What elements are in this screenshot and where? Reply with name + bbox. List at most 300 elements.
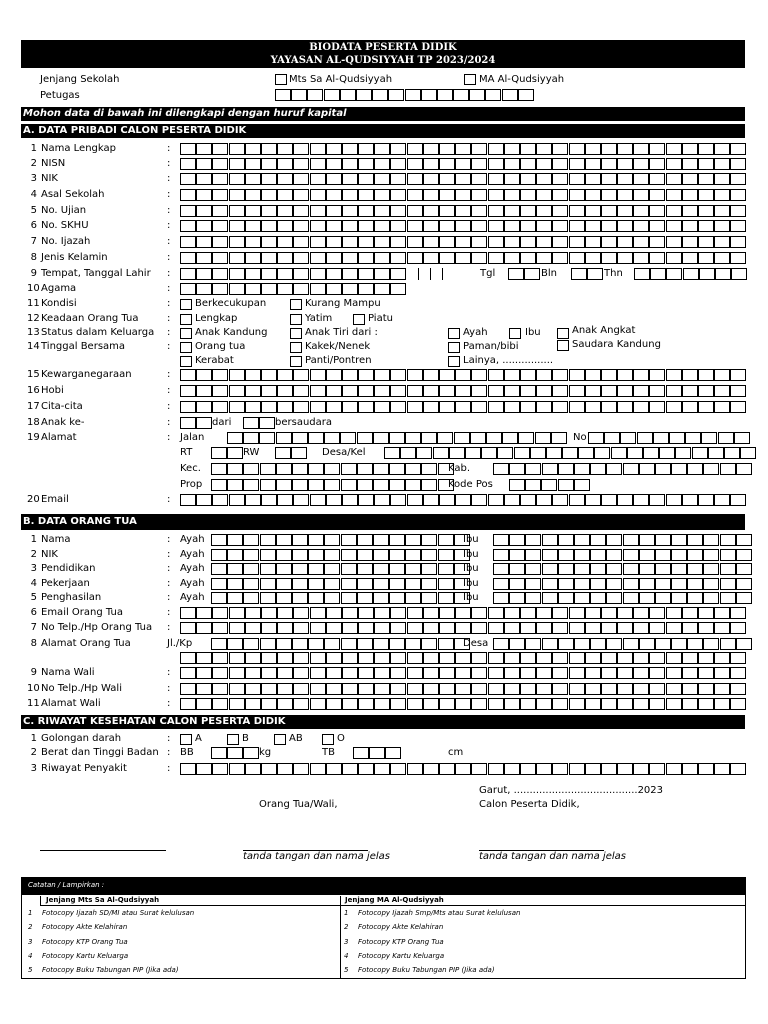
cell-box[interactable]	[455, 369, 471, 381]
cell-box[interactable]	[569, 143, 585, 155]
kab-cells[interactable]	[493, 463, 752, 475]
cell-box[interactable]	[731, 268, 747, 280]
cell-box[interactable]	[504, 220, 520, 232]
cell-box[interactable]	[455, 622, 471, 634]
cell-box[interactable]	[471, 385, 487, 397]
cell-box[interactable]	[293, 401, 309, 413]
cell-box[interactable]	[374, 667, 390, 679]
cell-box[interactable]	[730, 143, 746, 155]
cell-box[interactable]	[471, 369, 487, 381]
cell-box[interactable]	[666, 494, 682, 506]
cell-box[interactable]	[358, 607, 374, 619]
cell-box[interactable]	[423, 220, 439, 232]
rt-cells[interactable]	[211, 447, 243, 459]
cell-box[interactable]	[212, 763, 228, 775]
cell-box[interactable]	[633, 401, 649, 413]
cell-box[interactable]	[520, 385, 536, 397]
cell-box[interactable]	[617, 385, 633, 397]
cell-box[interactable]	[552, 698, 568, 710]
cell-box[interactable]	[180, 622, 196, 634]
cell-box[interactable]	[260, 592, 276, 604]
cell-box[interactable]	[277, 252, 293, 264]
cell-box[interactable]	[293, 369, 309, 381]
cell-box[interactable]	[277, 268, 293, 280]
cell-box[interactable]	[390, 205, 406, 217]
cell-box[interactable]	[617, 622, 633, 634]
cell-box[interactable]	[293, 205, 309, 217]
cell-box[interactable]	[488, 683, 504, 695]
cell-box[interactable]	[585, 763, 601, 775]
cell-box[interactable]	[229, 494, 245, 506]
cell-box[interactable]	[633, 698, 649, 710]
cell-box[interactable]	[569, 401, 585, 413]
cell-box[interactable]	[601, 652, 617, 664]
cell-box[interactable]	[701, 432, 717, 444]
cell-box[interactable]	[687, 534, 703, 546]
cell-box[interactable]	[633, 158, 649, 170]
cell-box[interactable]	[326, 268, 342, 280]
cell-box[interactable]	[293, 652, 309, 664]
cell-box[interactable]	[439, 143, 455, 155]
cell-box[interactable]	[718, 432, 734, 444]
cell-box[interactable]	[293, 173, 309, 185]
cell-box[interactable]	[536, 698, 552, 710]
cell-box[interactable]	[633, 369, 649, 381]
cell-box[interactable]	[310, 158, 326, 170]
cell-box[interactable]	[196, 369, 212, 381]
cell-box[interactable]	[655, 563, 671, 575]
cell-box[interactable]	[358, 698, 374, 710]
cell-box[interactable]	[682, 158, 698, 170]
cell-box[interactable]	[212, 236, 228, 248]
cell-box[interactable]	[552, 763, 568, 775]
cell-box[interactable]	[649, 385, 665, 397]
cell-box[interactable]	[326, 189, 342, 201]
cell-box[interactable]	[601, 158, 617, 170]
cell-box[interactable]	[326, 173, 342, 185]
cell-box[interactable]	[524, 268, 540, 280]
cell-box[interactable]	[682, 401, 698, 413]
cell-box[interactable]	[471, 220, 487, 232]
cell-box[interactable]	[390, 607, 406, 619]
cell-box[interactable]	[536, 143, 552, 155]
cell-box[interactable]	[649, 652, 665, 664]
cell-box[interactable]	[525, 578, 541, 590]
cell-box[interactable]	[574, 549, 590, 561]
cell-box[interactable]	[633, 236, 649, 248]
cell-box[interactable]	[569, 667, 585, 679]
cell-box[interactable]	[439, 494, 455, 506]
cell-box[interactable]	[714, 494, 730, 506]
cell-box[interactable]	[525, 463, 541, 475]
cell-box[interactable]	[358, 683, 374, 695]
cell-box[interactable]	[542, 563, 558, 575]
cell-box[interactable]	[310, 236, 326, 248]
cell-box[interactable]	[245, 369, 261, 381]
cell-box[interactable]	[714, 652, 730, 664]
cell-box[interactable]	[227, 638, 243, 650]
cell-box[interactable]	[714, 143, 730, 155]
cell-box[interactable]	[730, 698, 746, 710]
cell-box[interactable]	[276, 563, 292, 575]
cell-box[interactable]	[390, 220, 406, 232]
cell-box[interactable]	[536, 205, 552, 217]
cell-box[interactable]	[471, 173, 487, 185]
cell-box[interactable]	[698, 607, 714, 619]
cell-box[interactable]	[720, 592, 736, 604]
cell-box[interactable]	[261, 283, 277, 295]
cell-box[interactable]	[342, 158, 358, 170]
cell-box[interactable]	[617, 236, 633, 248]
cell-box[interactable]	[243, 479, 259, 491]
cell-box[interactable]	[259, 417, 275, 429]
cell-box[interactable]	[558, 463, 574, 475]
cell-box[interactable]	[699, 268, 715, 280]
cell-box[interactable]	[585, 401, 601, 413]
cell-box[interactable]	[574, 578, 590, 590]
cell-box[interactable]	[585, 143, 601, 155]
cell-box[interactable]	[471, 158, 487, 170]
cell-box[interactable]	[423, 158, 439, 170]
input-cells[interactable]	[180, 205, 746, 217]
cell-box[interactable]	[324, 578, 340, 590]
cell-box[interactable]	[277, 683, 293, 695]
cell-box[interactable]	[372, 89, 388, 101]
cell-box[interactable]	[504, 622, 520, 634]
cell-box[interactable]	[649, 143, 665, 155]
cell-box[interactable]	[438, 638, 454, 650]
cell-box[interactable]	[341, 463, 357, 475]
cell-box[interactable]	[504, 385, 520, 397]
input-cells[interactable]	[180, 173, 746, 185]
cell-box[interactable]	[439, 607, 455, 619]
cell-box[interactable]	[358, 667, 374, 679]
cell-box[interactable]	[245, 205, 261, 217]
cell-box[interactable]	[196, 283, 212, 295]
cell-box[interactable]	[633, 683, 649, 695]
cell-box[interactable]	[405, 534, 421, 546]
cell-box[interactable]	[502, 432, 518, 444]
checkbox-kakek-nenek[interactable]	[290, 342, 302, 353]
cell-box[interactable]	[212, 252, 228, 264]
checkbox-orang-tua[interactable]	[180, 342, 192, 353]
cell-box[interactable]	[585, 494, 601, 506]
cell-box[interactable]	[486, 432, 502, 444]
cell-box[interactable]	[293, 189, 309, 201]
cell-box[interactable]	[455, 143, 471, 155]
cell-box[interactable]	[692, 447, 708, 459]
cell-box[interactable]	[671, 463, 687, 475]
cell-box[interactable]	[623, 534, 639, 546]
cell-box[interactable]	[504, 205, 520, 217]
cell-box[interactable]	[261, 698, 277, 710]
cell-box[interactable]	[558, 563, 574, 575]
cell-box[interactable]	[502, 89, 518, 101]
cell-box[interactable]	[212, 283, 228, 295]
cell-box[interactable]	[687, 592, 703, 604]
cell-box[interactable]	[212, 652, 228, 664]
input-cells[interactable]	[180, 698, 746, 710]
cell-box[interactable]	[389, 463, 405, 475]
cell-box[interactable]	[212, 385, 228, 397]
cell-box[interactable]	[736, 534, 752, 546]
cell-box[interactable]	[455, 401, 471, 413]
cell-box[interactable]	[617, 652, 633, 664]
cell-box[interactable]	[730, 607, 746, 619]
input-cells[interactable]	[180, 667, 746, 679]
cell-box[interactable]	[687, 463, 703, 475]
cell-box[interactable]	[374, 236, 390, 248]
cell-box[interactable]	[245, 158, 261, 170]
cell-box[interactable]	[590, 534, 606, 546]
cell-box[interactable]	[308, 578, 324, 590]
cell-box[interactable]	[633, 252, 649, 264]
cell-box[interactable]	[698, 494, 714, 506]
cell-box[interactable]	[326, 494, 342, 506]
cell-box[interactable]	[601, 369, 617, 381]
cell-box[interactable]	[590, 549, 606, 561]
cell-box[interactable]	[423, 252, 439, 264]
cell-box[interactable]	[569, 158, 585, 170]
cell-box[interactable]	[212, 369, 228, 381]
cell-box[interactable]	[342, 283, 358, 295]
cell-box[interactable]	[530, 447, 546, 459]
input-cells[interactable]	[180, 158, 746, 170]
cell-box[interactable]	[292, 549, 308, 561]
cell-box[interactable]	[730, 763, 746, 775]
cell-box[interactable]	[407, 236, 423, 248]
input-cells[interactable]	[180, 252, 746, 264]
cell-box[interactable]	[585, 385, 601, 397]
cell-box[interactable]	[373, 592, 389, 604]
cell-box[interactable]	[423, 385, 439, 397]
cell-box[interactable]	[277, 189, 293, 201]
cell-box[interactable]	[552, 236, 568, 248]
cell-box[interactable]	[439, 385, 455, 397]
cell-box[interactable]	[488, 607, 504, 619]
cell-box[interactable]	[407, 401, 423, 413]
cell-box[interactable]	[666, 205, 682, 217]
cell-box[interactable]	[703, 638, 719, 650]
cell-box[interactable]	[405, 463, 421, 475]
checkbox-yatim[interactable]	[290, 314, 302, 325]
cell-box[interactable]	[389, 592, 405, 604]
cell-box[interactable]	[714, 607, 730, 619]
cell-box[interactable]	[601, 252, 617, 264]
cell-box[interactable]	[520, 622, 536, 634]
cell-box[interactable]	[649, 205, 665, 217]
cell-box[interactable]	[310, 698, 326, 710]
cell-box[interactable]	[245, 607, 261, 619]
cell-box[interactable]	[212, 622, 228, 634]
cell-box[interactable]	[276, 479, 292, 491]
cell-box[interactable]	[358, 158, 374, 170]
cell-box[interactable]	[229, 205, 245, 217]
cell-box[interactable]	[196, 236, 212, 248]
cell-box[interactable]	[666, 622, 682, 634]
cell-box[interactable]	[416, 447, 432, 459]
cell-box[interactable]	[617, 158, 633, 170]
cell-box[interactable]	[277, 369, 293, 381]
cell-box[interactable]	[633, 189, 649, 201]
cell-box[interactable]	[374, 205, 390, 217]
cell-box[interactable]	[666, 652, 682, 664]
cell-box[interactable]	[455, 158, 471, 170]
cell-box[interactable]	[227, 592, 243, 604]
cell-box[interactable]	[574, 592, 590, 604]
cell-box[interactable]	[469, 89, 485, 101]
cell-box[interactable]	[703, 534, 719, 546]
cell-box[interactable]	[310, 205, 326, 217]
cell-box[interactable]	[340, 89, 356, 101]
cell-box[interactable]	[730, 220, 746, 232]
cell-box[interactable]	[649, 763, 665, 775]
cell-box[interactable]	[671, 638, 687, 650]
cell-box[interactable]	[698, 143, 714, 155]
cell-box[interactable]	[536, 369, 552, 381]
cell-box[interactable]	[261, 622, 277, 634]
cell-box[interactable]	[720, 563, 736, 575]
cell-box[interactable]	[655, 463, 671, 475]
cell-box[interactable]	[671, 578, 687, 590]
cell-box[interactable]	[520, 698, 536, 710]
cell-box[interactable]	[569, 494, 585, 506]
cell-box[interactable]	[374, 607, 390, 619]
cell-box[interactable]	[569, 236, 585, 248]
cell-box[interactable]	[623, 578, 639, 590]
cell-box[interactable]	[649, 667, 665, 679]
input-cells[interactable]	[180, 401, 746, 413]
cell-box[interactable]	[423, 607, 439, 619]
cell-box[interactable]	[617, 763, 633, 775]
cell-box[interactable]	[585, 236, 601, 248]
cell-box[interactable]	[260, 549, 276, 561]
cell-box[interactable]	[373, 432, 389, 444]
cell-box[interactable]	[585, 607, 601, 619]
cell-box[interactable]	[703, 463, 719, 475]
cell-box[interactable]	[310, 652, 326, 664]
cell-box[interactable]	[601, 683, 617, 695]
cell-box[interactable]	[324, 432, 340, 444]
cell-box[interactable]	[682, 763, 698, 775]
cell-box[interactable]	[504, 369, 520, 381]
cell-box[interactable]	[229, 369, 245, 381]
cell-box[interactable]	[536, 607, 552, 619]
cell-box[interactable]	[211, 479, 227, 491]
cell-box[interactable]	[293, 143, 309, 155]
cell-box[interactable]	[535, 432, 551, 444]
cell-box[interactable]	[439, 667, 455, 679]
cell-box[interactable]	[520, 189, 536, 201]
cell-box[interactable]	[633, 652, 649, 664]
cell-box[interactable]	[326, 385, 342, 397]
cell-box[interactable]	[520, 763, 536, 775]
cell-box[interactable]	[227, 447, 243, 459]
anak-ke-cells[interactable]	[180, 417, 212, 429]
cell-box[interactable]	[552, 401, 568, 413]
cell-box[interactable]	[736, 563, 752, 575]
cell-box[interactable]	[682, 236, 698, 248]
cell-box[interactable]	[730, 683, 746, 695]
ibu-cells[interactable]	[493, 563, 752, 575]
cell-box[interactable]	[633, 667, 649, 679]
cell-box[interactable]	[405, 432, 421, 444]
cell-box[interactable]	[714, 173, 730, 185]
cell-box[interactable]	[569, 763, 585, 775]
cell-box[interactable]	[703, 578, 719, 590]
checkbox-blood-o[interactable]	[322, 734, 334, 745]
cell-box[interactable]	[601, 494, 617, 506]
cell-box[interactable]	[601, 205, 617, 217]
cell-box[interactable]	[423, 189, 439, 201]
cell-box[interactable]	[439, 401, 455, 413]
cell-box[interactable]	[525, 592, 541, 604]
cell-box[interactable]	[601, 667, 617, 679]
cell-box[interactable]	[536, 401, 552, 413]
cell-box[interactable]	[730, 622, 746, 634]
cell-box[interactable]	[212, 158, 228, 170]
cell-box[interactable]	[276, 592, 292, 604]
cell-box[interactable]	[509, 534, 525, 546]
cell-box[interactable]	[455, 220, 471, 232]
cell-box[interactable]	[569, 205, 585, 217]
cell-box[interactable]	[541, 479, 557, 491]
cell-box[interactable]	[292, 534, 308, 546]
cell-box[interactable]	[585, 698, 601, 710]
cell-box[interactable]	[293, 622, 309, 634]
cell-box[interactable]	[405, 563, 421, 575]
cell-box[interactable]	[245, 173, 261, 185]
cell-box[interactable]	[245, 652, 261, 664]
cell-box[interactable]	[229, 763, 245, 775]
cell-box[interactable]	[180, 652, 196, 664]
cell-box[interactable]	[585, 189, 601, 201]
cell-box[interactable]	[374, 401, 390, 413]
ayah-cells[interactable]	[211, 578, 470, 590]
checkbox-saudara-kandung[interactable]	[557, 340, 569, 351]
cell-box[interactable]	[536, 189, 552, 201]
cell-box[interactable]	[552, 683, 568, 695]
cell-box[interactable]	[518, 89, 534, 101]
cell-box[interactable]	[740, 447, 756, 459]
cell-box[interactable]	[520, 158, 536, 170]
cell-box[interactable]	[310, 283, 326, 295]
cell-box[interactable]	[245, 622, 261, 634]
cell-box[interactable]	[504, 173, 520, 185]
checkbox-paman-bibi[interactable]	[448, 342, 460, 353]
cell-box[interactable]	[509, 638, 525, 650]
cell-box[interactable]	[606, 534, 622, 546]
cell-box[interactable]	[617, 667, 633, 679]
cell-box[interactable]	[649, 683, 665, 695]
cell-box[interactable]	[590, 578, 606, 590]
cell-box[interactable]	[606, 638, 622, 650]
cell-box[interactable]	[574, 563, 590, 575]
cell-box[interactable]	[358, 401, 374, 413]
cell-box[interactable]	[685, 432, 701, 444]
cell-box[interactable]	[196, 401, 212, 413]
cell-box[interactable]	[655, 638, 671, 650]
cell-box[interactable]	[276, 549, 292, 561]
cell-box[interactable]	[229, 143, 245, 155]
cell-box[interactable]	[453, 89, 469, 101]
cell-box[interactable]	[730, 401, 746, 413]
cell-box[interactable]	[245, 268, 261, 280]
cell-box[interactable]	[261, 401, 277, 413]
cell-box[interactable]	[714, 698, 730, 710]
cell-box[interactable]	[617, 220, 633, 232]
cell-box[interactable]	[357, 549, 373, 561]
